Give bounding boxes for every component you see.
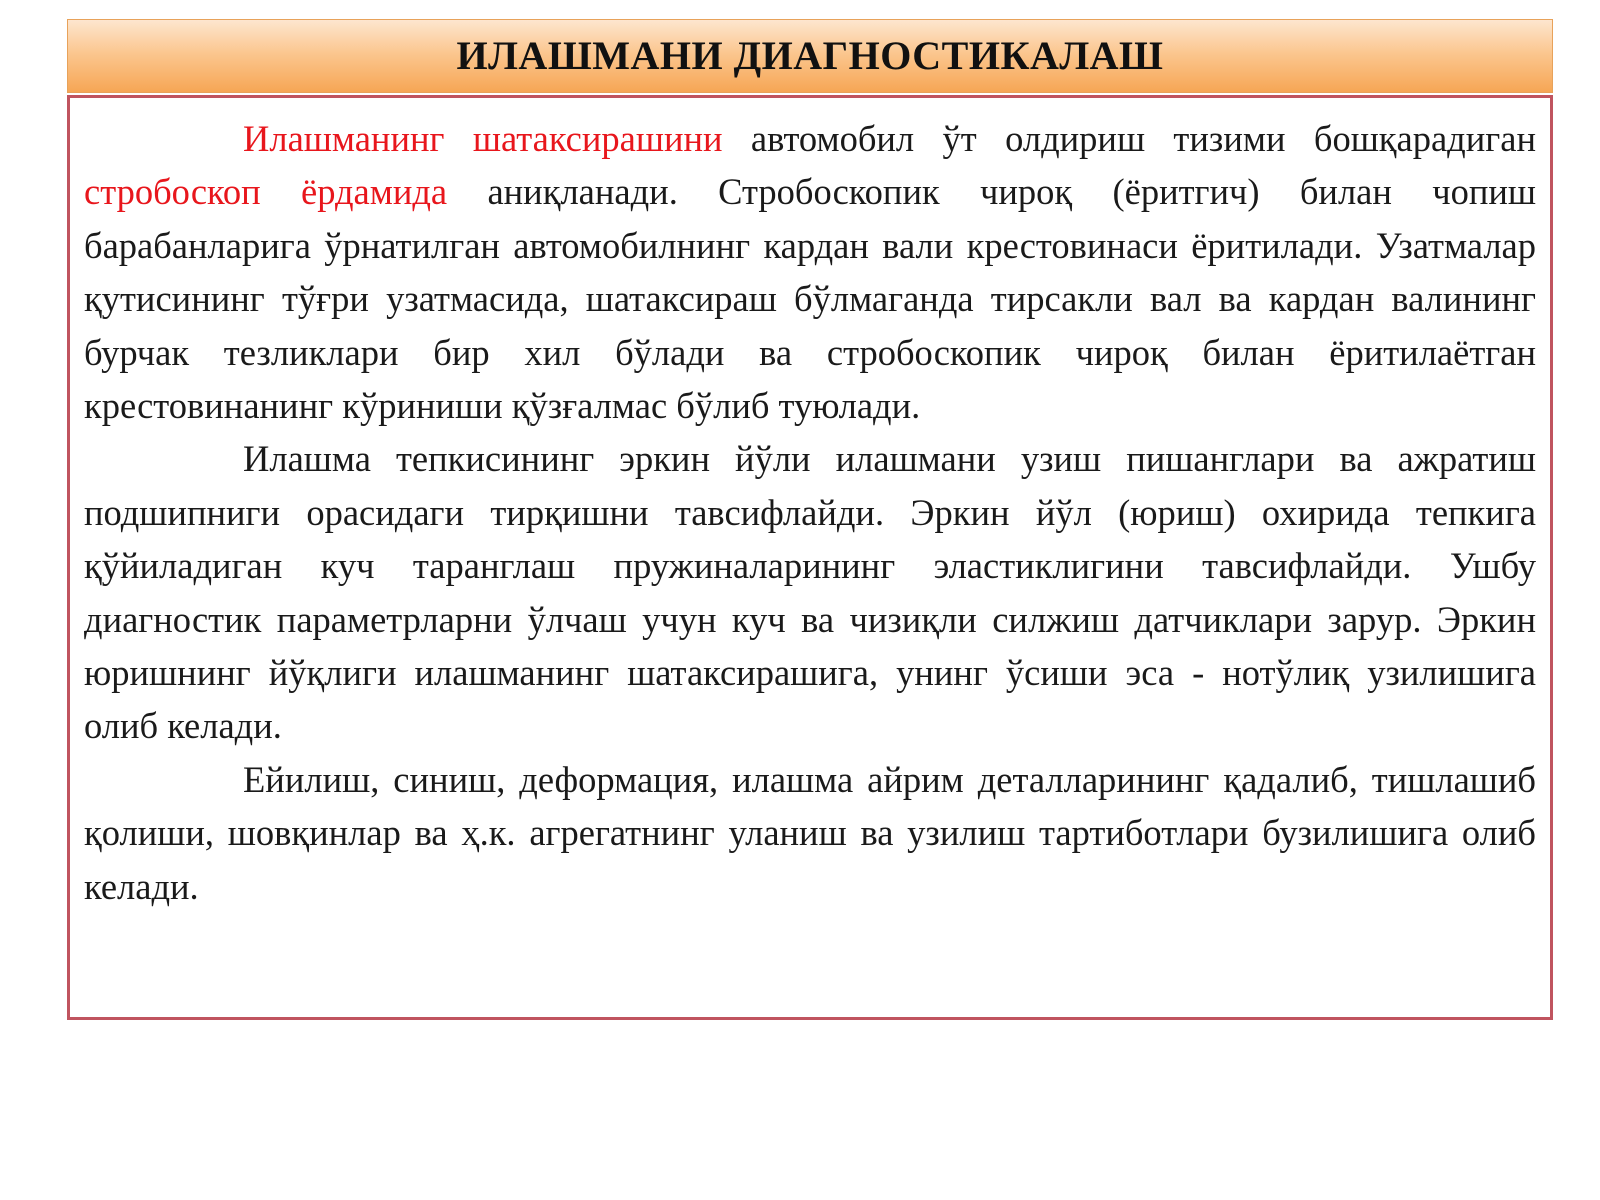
slide-title: ИЛАШМАНИ ДИАГНОСТИКАЛАШ [456, 33, 1164, 78]
paragraph-3: Ейилиш, синиш, деформация, илашма айрим деталларининг қадалиб, тишлашиб қолиши, шовқинлар ва ҳ.к. агрегатнинг уланиш ва узилиш тартиботлари бузилишига олиб келади. [84, 758, 1536, 907]
paragraph-1-text-a: автомобил ўт олдириш тизими бошқарадиган [722, 118, 1536, 159]
highlight-clutch-slipping: Илашманинг шатаксирашини [243, 118, 723, 159]
paragraph-2: Илашма тепкисининг эркин йўли илашмани узиш пишанглари ва ажратиш подшипниги орасидаги тирқишни тавсифлайди. Эркин йўл (юриш) охирида тепкига қўйиладиган куч таранглаш пружиналарининг эластиклигини тавсифлайди. Ушбу диагностик параметрларни ўлчаш учун куч ва чизиқли силжиш датчиклари зарур. Эркин юришнинг йўқлиги илашманинг шатаксирашига, унинг ўсиши эса - нотўлиқ узилишига олиб келади. [84, 438, 1536, 747]
content-frame [67, 95, 1553, 1020]
title-bar [67, 19, 1553, 93]
highlight-stroboscope: стробоскоп ёрдамида [84, 171, 448, 213]
paragraph-1-text-b: аниқланади. Стробоскопик чироқ (ёритгич) билан чопиш барабанларига ўрнатилган автомобилнинг кардан вали крестовинаси ёритилади. Узатмалар қутисининг тўғри узатмасида, шатаксираш бўлмаганда тирсакли вал ва кардан валининг бурчак тезликлари бир хил бўлади ва стробоскопик чироқ билан ёритилаётган крестовинанинг кўриниши қўзғалмас бўлиб туюлади. [84, 171, 1536, 427]
paragraph-1 [84, 112, 1536, 432]
